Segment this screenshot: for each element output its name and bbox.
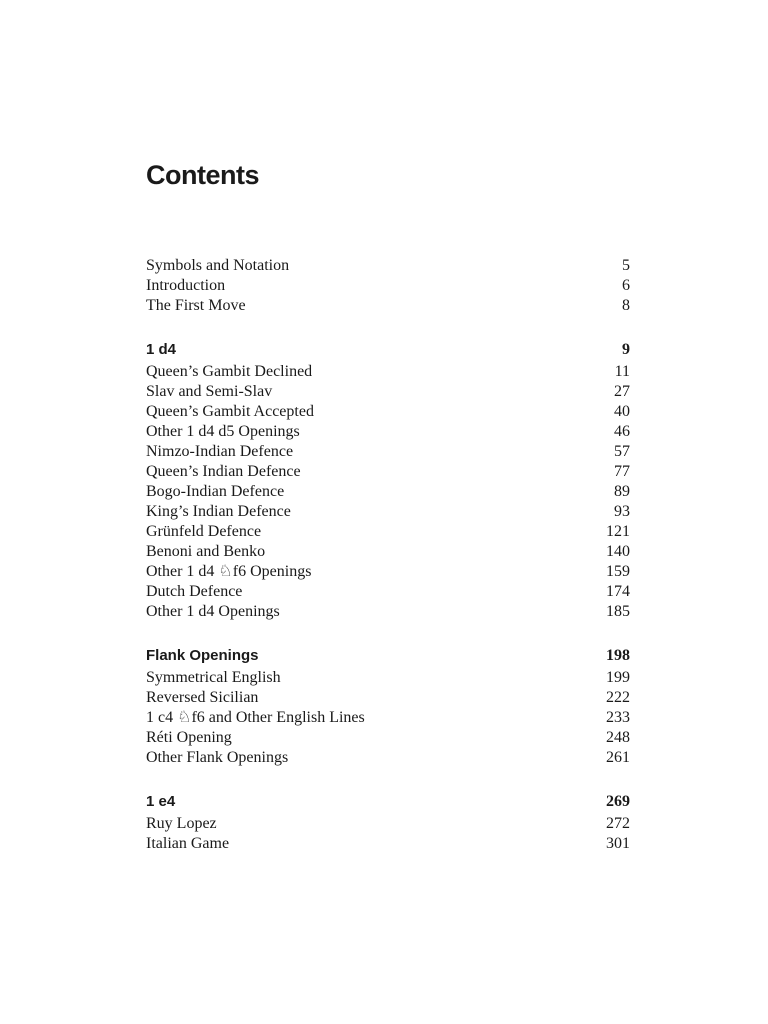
toc-entry-label: Other 1 d4 ♘f6 Openings: [146, 563, 312, 580]
toc-entry-page: 8: [622, 297, 630, 314]
toc-entry-page: 199: [606, 669, 630, 686]
toc-entry[interactable]: [146, 688, 630, 708]
section-heading-page: 269: [606, 793, 630, 810]
toc-entry[interactable]: [146, 502, 630, 522]
toc-entry-page: 261: [606, 749, 630, 766]
toc-entry-label: Queen’s Indian Defence: [146, 463, 301, 480]
toc-entry-label: Other 1 d4 d5 Openings: [146, 423, 300, 440]
toc-entry[interactable]: [146, 668, 630, 688]
toc-entry-page: 5: [622, 257, 630, 274]
toc-entry-label: King’s Indian Defence: [146, 503, 291, 520]
toc-entry-label: 1 c4 ♘f6 and Other English Lines: [146, 709, 365, 726]
toc-section-heading[interactable]: [146, 338, 630, 362]
toc-entry[interactable]: [146, 708, 630, 728]
toc-section-1d4: [146, 338, 630, 622]
table-of-contents: [146, 256, 630, 876]
toc-entry-label: Ruy Lopez: [146, 815, 217, 832]
toc-entry[interactable]: [146, 522, 630, 542]
toc-entry-page: 159: [606, 563, 630, 580]
toc-entry[interactable]: [146, 602, 630, 622]
toc-entry-page: 6: [622, 277, 630, 294]
toc-entry-page: 40: [614, 403, 630, 420]
toc-entry-page: 233: [606, 709, 630, 726]
toc-entry[interactable]: [146, 256, 630, 276]
toc-entry-page: 57: [614, 443, 630, 460]
toc-entry-label: Reversed Sicilian: [146, 689, 259, 706]
toc-entry-page: 222: [606, 689, 630, 706]
toc-entry[interactable]: [146, 748, 630, 768]
section-heading-page: 198: [606, 647, 630, 664]
toc-entry-label: The First Move: [146, 297, 246, 314]
toc-entry-label: Queen’s Gambit Accepted: [146, 403, 314, 420]
toc-section-heading[interactable]: [146, 790, 630, 814]
toc-entry-label: Symbols and Notation: [146, 257, 290, 274]
toc-entry-label: Réti Opening: [146, 729, 232, 746]
toc-entry-page: 121: [606, 523, 630, 540]
toc-entry-page: 11: [614, 363, 630, 380]
toc-entry-page: 301: [606, 835, 630, 852]
toc-entry-page: 272: [606, 815, 630, 832]
toc-entry-label: Italian Game: [146, 835, 230, 852]
toc-entry-label: Symmetrical English: [146, 669, 281, 686]
toc-entry-label: Bogo-Indian Defence: [146, 483, 285, 500]
toc-entry[interactable]: [146, 276, 630, 296]
toc-intro-section: [146, 256, 630, 316]
page-title: Contents: [146, 160, 259, 190]
toc-entry-page: 248: [606, 729, 630, 746]
toc-entry-page: 185: [606, 603, 630, 620]
toc-entry-page: 89: [614, 483, 630, 500]
section-heading-label: 1 e4: [146, 793, 176, 810]
toc-entry[interactable]: [146, 422, 630, 442]
toc-entry[interactable]: [146, 362, 630, 382]
toc-entry[interactable]: [146, 442, 630, 462]
toc-entry[interactable]: [146, 482, 630, 502]
toc-entry-page: 27: [614, 383, 630, 400]
toc-entry-label: Queen’s Gambit Declined: [146, 363, 313, 380]
toc-entry[interactable]: [146, 562, 630, 582]
toc-entry[interactable]: [146, 402, 630, 422]
section-heading-label: 1 d4: [146, 341, 177, 358]
section-heading-page: 9: [622, 341, 630, 358]
toc-entry[interactable]: [146, 814, 630, 834]
toc-entry-page: 77: [614, 463, 630, 480]
toc-entry-page: 174: [606, 583, 630, 600]
toc-section-flank-openings: [146, 644, 630, 768]
toc-entry-label: Other Flank Openings: [146, 749, 289, 766]
toc-entry-label: Nimzo-Indian Defence: [146, 443, 294, 460]
toc-entry-label: Other 1 d4 Openings: [146, 603, 280, 620]
toc-entry-label: Slav and Semi-Slav: [146, 383, 273, 400]
toc-section-heading[interactable]: [146, 644, 630, 668]
toc-entry-page: 140: [606, 543, 630, 560]
toc-section-1e4: [146, 790, 630, 854]
toc-entry-page: 93: [614, 503, 630, 520]
toc-entry[interactable]: [146, 542, 630, 562]
toc-entry[interactable]: [146, 582, 630, 602]
toc-entry-label: Dutch Defence: [146, 583, 243, 600]
toc-entry[interactable]: [146, 728, 630, 748]
toc-entry[interactable]: [146, 382, 630, 402]
toc-entry-label: Benoni and Benko: [146, 543, 266, 560]
section-heading-label: Flank Openings: [146, 647, 259, 664]
toc-entry-label: Grünfeld Defence: [146, 523, 262, 540]
toc-entry[interactable]: [146, 834, 630, 854]
toc-entry-label: Introduction: [146, 277, 226, 294]
toc-entry[interactable]: [146, 296, 630, 316]
toc-entry-page: 46: [614, 423, 630, 440]
toc-entry[interactable]: [146, 462, 630, 482]
